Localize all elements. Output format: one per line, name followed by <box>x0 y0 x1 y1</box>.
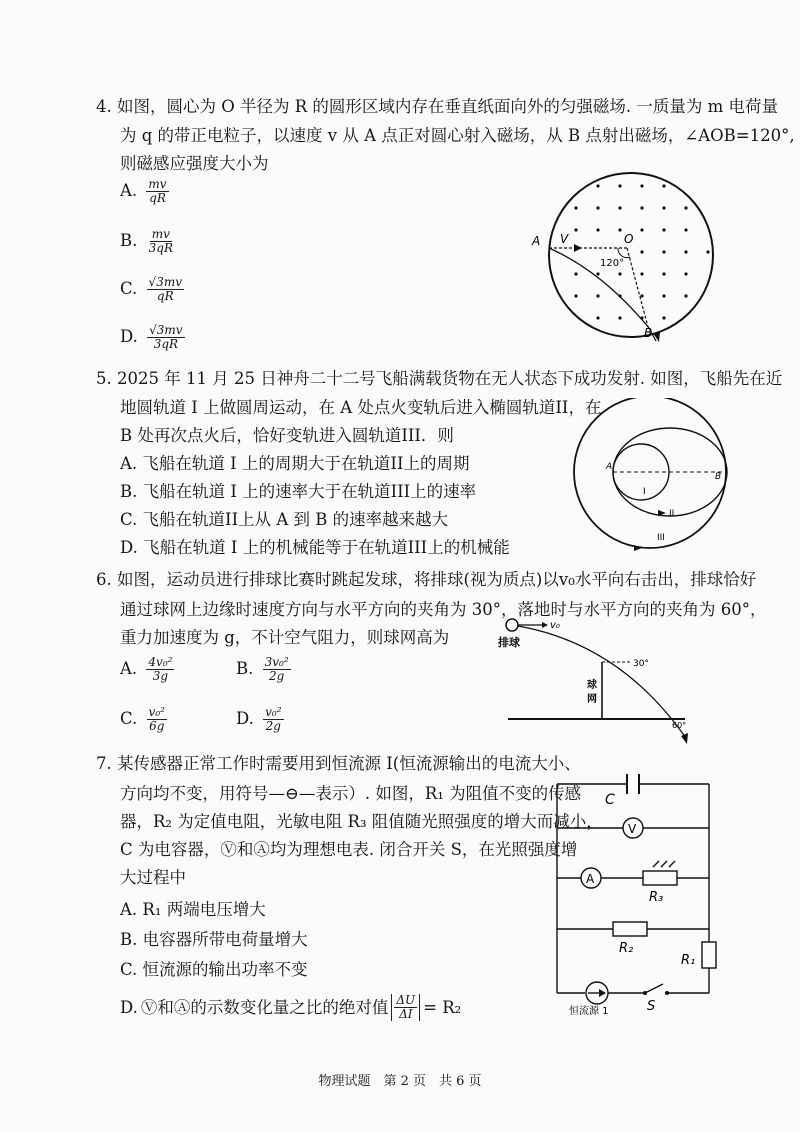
field-dot <box>574 272 577 275</box>
field-dot <box>662 294 665 297</box>
q7-stem-line3: 器，R₂ 为定值电阻，光敏电阻 R₃ 阻值随光照强度的增大而减小， <box>120 812 603 831</box>
label-r3: R₃ <box>649 890 664 905</box>
q4-number: 4. <box>96 97 112 116</box>
q5-stem-line2: 地圆轨道 I 上做圆周运动，在 A 处点火变轨后进入椭圆轨道II，在 <box>120 398 602 417</box>
q5-number: 5. <box>96 369 112 388</box>
label-a: A <box>606 462 613 472</box>
q4-option-a[interactable]: A. $\frac{mv}{qR}$ <box>120 177 167 205</box>
q7-stem-text1: 某传感器正常工作时需要用到恒流源 I(恒流源输出的电流大小、 <box>117 754 581 773</box>
q7-circuit-figure <box>545 770 725 1020</box>
label-net-1: 球 <box>587 680 597 691</box>
field-dot <box>618 272 621 275</box>
q7-option-a[interactable]: A. R₁ 两端电压增大 <box>120 900 266 919</box>
field-dot <box>684 228 687 231</box>
q5-stem-text1: 2025 年 11 月 25 日神舟二十二号飞船满载货物在无人状态下成功发射. 如图，飞船先在近 <box>117 369 783 388</box>
q4-stem-line2: 为 q 的带正电粒子，以速度 v 从 A 点正对圆心射入磁场，从 B 点射出磁场，∠AOB=120°, <box>120 126 795 145</box>
ammeter-label: A <box>586 872 595 886</box>
field-dot <box>596 184 599 187</box>
field-dot <box>662 316 665 319</box>
q6-option-a[interactable]: A. $\frac{\text{4v₀²}}{3g}$ <box>120 655 173 683</box>
label-b: B <box>644 326 653 340</box>
label-c: C <box>605 792 615 808</box>
q6-number: 6. <box>96 570 112 589</box>
q6-volleyball-figure <box>490 614 700 746</box>
q6-option-c[interactable]: C. $\frac{\text{v₀²}}{6g}$ <box>120 705 165 733</box>
q5-option-c[interactable]: C. 飞船在轨道II上从 A 到 B 的速率越来越大 <box>120 510 449 529</box>
label-30: 30° <box>633 659 649 669</box>
q4-stem-line1 <box>96 95 778 119</box>
field-dot <box>684 294 687 297</box>
label-angle: 120° <box>600 258 625 269</box>
field-dot <box>662 184 665 187</box>
q6-stem-line3: 重力加速度为 g，不计空气阻力，则球网高为 <box>120 628 450 647</box>
q4-option-b-fraction: $\frac{mv}{3qR}$ <box>148 227 173 255</box>
label-i: I <box>643 487 646 497</box>
volleyball-icon <box>506 619 518 631</box>
q4-magnetic-field-figure <box>528 172 728 342</box>
field-dot <box>640 272 643 275</box>
label-r2: R₂ <box>619 941 634 956</box>
label-v: V <box>560 232 569 246</box>
field-dot <box>618 184 621 187</box>
label-source: 恒流源 1 <box>569 1006 609 1017</box>
q4-option-d-fraction: $\frac{√3mv}{3qR}$ <box>149 323 183 351</box>
q7-number: 7. <box>96 754 112 773</box>
field-dot <box>662 250 665 253</box>
velocity-arrow-icon <box>574 244 582 252</box>
particle-path <box>549 248 649 328</box>
field-dot <box>640 228 643 231</box>
q5-option-d[interactable]: D. 飞船在轨道 I 上的机械能等于在轨道III上的机械能 <box>120 538 510 557</box>
field-dot <box>662 228 665 231</box>
q4-stem-line3: 则磁感应强度大小为 <box>120 154 269 173</box>
field-dot <box>662 206 665 209</box>
v0-arrow-icon <box>542 622 548 628</box>
q4-stem-text1: 如图，圆心为 O 半径为 R 的圆形区域内存在垂直纸面向外的匀强磁场. 一质量为 m 电荷量 <box>117 97 779 116</box>
landing-arrow-icon <box>681 733 688 744</box>
field-dot <box>574 228 577 231</box>
q6-option-b[interactable]: B. $\frac{\text{3v₀²}}{2g}$ <box>236 655 289 683</box>
field-dot <box>706 250 709 253</box>
current-source-arrow-icon <box>599 989 606 997</box>
q5-stem-line1 <box>96 367 782 391</box>
field-dot <box>684 250 687 253</box>
q4-option-c-fraction: $\frac{√3mv}{qR}$ <box>148 275 182 303</box>
q7-option-d[interactable]: D. Ⓥ和Ⓐ的示数变化量之比的绝对值 $\frac{\Delta U}{\Delta I}$ = R₂ <box>120 993 462 1021</box>
field-dot <box>684 272 687 275</box>
field-dot <box>640 206 643 209</box>
field-dot <box>618 316 621 319</box>
label-o: O <box>624 232 634 246</box>
label-ii: II <box>669 509 675 519</box>
label-r1: R₁ <box>681 953 696 968</box>
field-dot <box>684 206 687 209</box>
label-net-2: 网 <box>587 694 597 705</box>
q6-stem-line1 <box>96 568 756 592</box>
q5-option-a[interactable]: A. 飞船在轨道 I 上的周期大于在轨道II上的周期 <box>120 454 470 473</box>
orbit-iii <box>574 398 726 548</box>
label-b: B <box>715 472 722 482</box>
q6-stem-text1: 如图，运动员进行排球比赛时跳起发球，将排球(视为质点)以v₀水平向右击出，排球恰好 <box>117 570 757 589</box>
q7-stem-line5: 大过程中 <box>120 868 186 887</box>
field-dots <box>574 184 709 319</box>
field-dot <box>596 228 599 231</box>
label-v0: v₀ <box>550 620 560 631</box>
label-s: S <box>647 999 656 1014</box>
field-dot <box>596 272 599 275</box>
q5-orbit-figure <box>560 398 740 558</box>
label-60: 60° <box>672 721 687 730</box>
field-dot <box>574 206 577 209</box>
label-a: A <box>532 234 541 248</box>
page-footer: 物理试题 第 2 页 共 6 页 <box>318 1074 482 1089</box>
label-ball: 排球 <box>498 636 520 649</box>
q4-option-c[interactable]: C. $\frac{√3mv}{qR}$ <box>120 275 182 303</box>
field-circle <box>549 173 713 337</box>
q7-stem-line2: 方向均不变，用符号—⊖—表示）. 如图，R₁ 为阻值不变的传感 <box>120 784 582 803</box>
q7-stem-line1 <box>96 752 581 776</box>
field-dot <box>640 250 643 253</box>
field-dot <box>596 316 599 319</box>
field-dot <box>596 206 599 209</box>
field-dot <box>596 294 599 297</box>
q4-option-b[interactable]: B. $\frac{mv}{3qR}$ <box>120 227 173 255</box>
q5-stem-line3: B 处再次点火后，恰好变轨进入圆轨道III．则 <box>120 426 454 445</box>
field-dot <box>618 228 621 231</box>
q7-delta-fraction: $\frac{\Delta U}{\Delta I}$ <box>396 993 416 1021</box>
field-dot <box>618 206 621 209</box>
field-dot <box>574 294 577 297</box>
q6-stem-line2: 通过球网上边缘时速度方向与水平方向的夹角为 30°，落地时与水平方向的夹角为 60°， <box>120 600 767 619</box>
field-dot <box>640 294 643 297</box>
q7-option-c[interactable]: C. 恒流源的输出功率不变 <box>120 960 308 979</box>
q4-option-d[interactable]: D. $\frac{√3mv}{3qR}$ <box>120 323 183 351</box>
q6-option-d[interactable]: D. $\frac{\text{v₀²}}{2g}$ <box>236 705 282 733</box>
q7-stem-line4: C 为电容器，Ⓥ和Ⓐ均为理想电表. 闭合开关 S，在光照强度增 <box>120 840 578 859</box>
voltmeter-label: V <box>628 822 637 836</box>
q5-option-b[interactable]: B. 飞船在轨道 I 上的速率大于在轨道III上的速率 <box>120 482 477 501</box>
field-dot <box>662 272 665 275</box>
q7-option-b[interactable]: B. 电容器所带电荷量增大 <box>120 930 308 949</box>
orbit-iii-arrow-icon <box>634 545 642 551</box>
label-iii: III <box>657 533 665 543</box>
q4-option-a-fraction: $\frac{mv}{qR}$ <box>148 177 167 205</box>
field-dot <box>640 184 643 187</box>
